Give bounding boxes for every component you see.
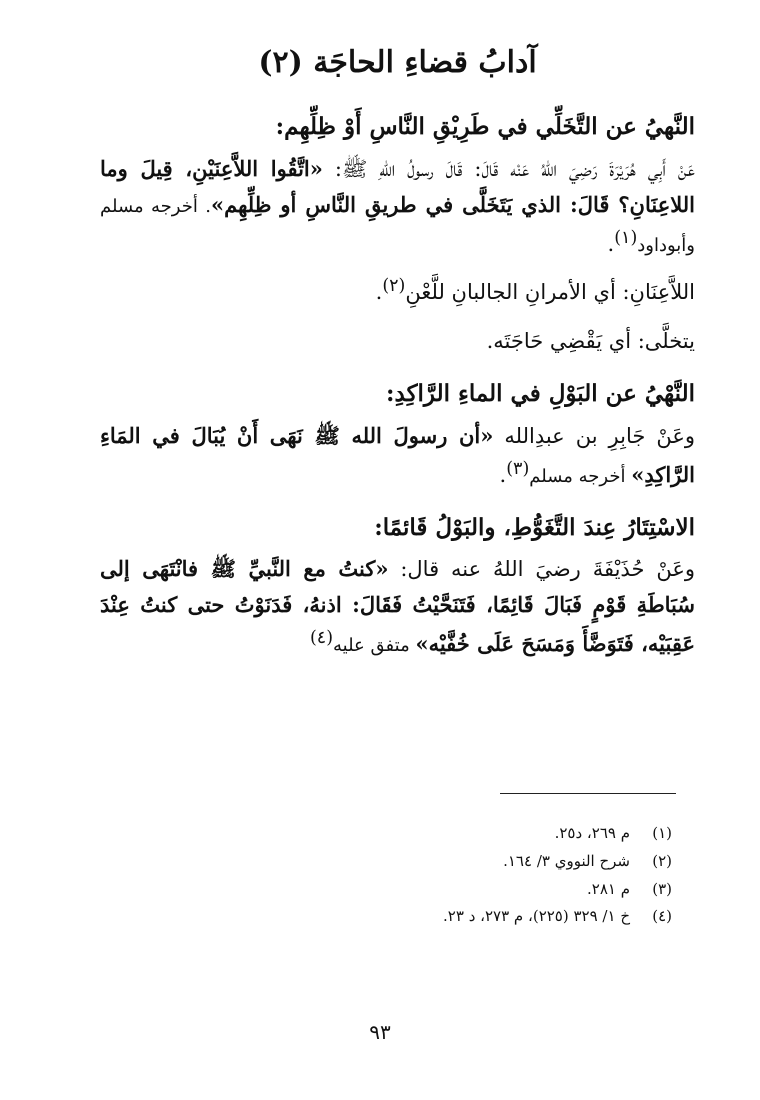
hadith-quote: «اتَّقُوا اللاَّعِنَيْنِ، قِيلَ وما اللاعِنَانِ؟ قَالَ: الذي يَتَخَلَّى في طريقِ النَّاسِ أو ظِلِّهِم» [100,155,695,217]
footnote-item [112,903,672,931]
page-content [100,42,695,673]
page-title: آدابُ قضاءِ الحاجَة (٢) [258,45,537,80]
hadith-paragraph-3 [100,551,695,662]
footnote-number: (٢) [652,851,672,870]
hadith-quote: «أن رسولَ الله ﷺ نَهَى أَنْ يُبَالَ في المَاءِ الرَّاكِدِ» [100,422,695,487]
footnote-marker: (٤) [309,628,334,649]
section-heading-3: الاسْتِتَارُ عِندَ التَّغَوُّطِ، والبَوْلُ قَائمًا: [374,513,695,541]
footnote-number: (٣) [652,879,672,898]
footnote-item [112,876,672,904]
page-number: ٩٣ [369,1020,391,1044]
footnote-item [112,820,672,848]
footnote-marker: (١) [614,227,638,248]
hadith-quote: «كنتُ مع النَّبيِّ ﷺ فانْتَهَى إلى سُبَاطَةِ قَوْمٍ فَبَالَ قَائِمًا، فَتَنَحَّيْتُ فَقَالَ: اذنهُ، فَدَنَوْتُ حتى كنتُ عِنْدَ عَقِبَيْه، فَتَوَضَّأَ وَمَسَحَ عَلَى خُفَّيْه» [100,556,695,657]
hadith-intro: عَنْ أَبِي هُرَيْرَةَ رَضِيَ اللهُ عَنْه قَالَ: قَالَ رسولُ اللهِ ﷺ: [322,156,695,181]
footnote-text: م ٢٦٩، د٢٥. [554,824,630,842]
footnote-item [112,848,672,876]
footnote-text: خ ١/ ٣٢٩ (٢٢٥)، م ٢٧٣، د ٢٣. [443,907,630,926]
hadith-paragraph-1: عَنْ أَبِي هُرَيْرَةَ رَضِيَ اللهُ عَنْه قَالَ: قَالَ رسولُ اللهِ ﷺ: «اتَّقُوا اللاَّعِنَيْنِ، قِيلَ وما اللاعِنَانِ؟ قَالَ: الذي يَتَخَلَّى في طريقِ النَّاسِ أو ظِلِّهِم». أخرجه مسلم وأبوداود$^{(١)}$. [100,155,695,256]
hadith-intro: وعَنْ جَابِرِ بن عبدِالله [493,423,695,448]
hadith-source: متفق عليه [333,635,416,657]
explanation-2: يتخلَّى: أي يَقْضِي حَاجَتَه. [486,329,695,354]
footnote-number: (٤) [652,907,672,926]
footnote-text: م ٢٨١. [586,879,630,898]
hadith-paragraph-2: وعَنْ جَابِرِ بن عبدِالله «أن رسولَ الله ﷺ نَهَى أَنْ يُبَالَ في المَاءِ الرَّاكِدِ» أخرجه مسلم$^{(٣)}$. [100,422,695,487]
footnote-marker: (٣) [506,458,530,479]
hadith-intro: وعَنْ حُذَيْفَةَ رضيَ اللهُ عنه قال: [388,557,695,582]
footnote-number: (١) [652,824,672,842]
hadith-source: أخرجه مسلم [529,465,632,487]
footnotes [112,820,672,931]
hadith-source: . أخرجه مسلم وأبوداود [100,195,695,256]
section-heading-1: النَّهيُ عن التَّخَلِّي في طَرِيْقِ النَّاسِ أَوْ ظِلِّهِم: [275,113,695,140]
section-heading-2: النَّهْيُ عن البَوْلِ في الماءِ الرَّاكِدِ: [386,380,695,408]
footnote-text: شرح النووي ٣/ ١٦٤. [503,851,630,870]
footnote-divider [500,793,676,794]
footnote-marker: (٢) [382,275,406,296]
explanation-text: اللاَّعِنَانِ: أي الأمرانِ الجالبانِ للَّعْنِ [405,279,695,304]
explanation-1: اللاَّعِنَانِ: أي الأمرانِ الجالبانِ للَّعْنِ$^{(٢)}$. [375,275,695,304]
